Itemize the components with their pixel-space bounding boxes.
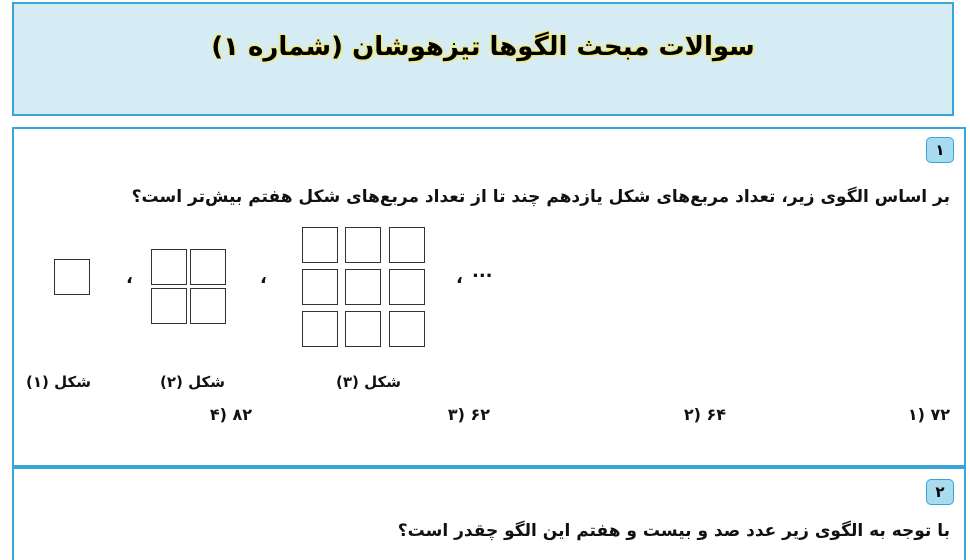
option-4[interactable]: ۸۲ (۴ [209,405,252,424]
pattern-square [190,288,226,324]
separator-comma: ، [126,267,133,288]
pattern-figure [20,177,498,407]
question-number-badge: ۱ [926,137,954,163]
separator-comma: ، [260,267,267,288]
question-2-box [12,467,966,560]
pattern-square [54,259,90,295]
pattern-square [151,249,187,285]
pattern-square [302,269,338,305]
pattern-square [389,311,425,347]
pattern-square [345,269,381,305]
pattern-square [151,288,187,324]
pattern-square [389,269,425,305]
figure-caption-3: شکل (۳) [336,373,401,391]
option-3[interactable]: ۶۲ (۳ [447,405,490,424]
page-title: سوالات مبحث الگوها تیزهوشان (شماره ۱) [211,32,755,62]
pattern-square [345,227,381,263]
figure-caption-2: شکل (۲) [160,373,225,391]
question-text: بر اساس الگوی زیر، تعداد مربع‌های شکل یازدهم چند تا از تعداد مربع‌های شکل هفتم بیش‌تر است؟ [131,187,950,207]
question-number-badge: ۲ [926,479,954,505]
option-2[interactable]: ۶۴ (۲ [683,405,726,424]
pattern-square [190,249,226,285]
question-text: با توجه به الگوی زیر عدد صد و بیست و هفتم این الگو چقدر است؟ [397,521,950,541]
separator-comma: ، [456,267,463,288]
ellipsis: ... [472,261,493,282]
header-box [12,2,954,116]
option-1[interactable]: ۷۲ (۱ [907,405,950,424]
pattern-square [345,311,381,347]
pattern-square [389,227,425,263]
pattern-square [302,227,338,263]
pattern-square [302,311,338,347]
figure-caption-1: شکل (۱) [26,373,91,391]
question-1-box [12,127,966,467]
